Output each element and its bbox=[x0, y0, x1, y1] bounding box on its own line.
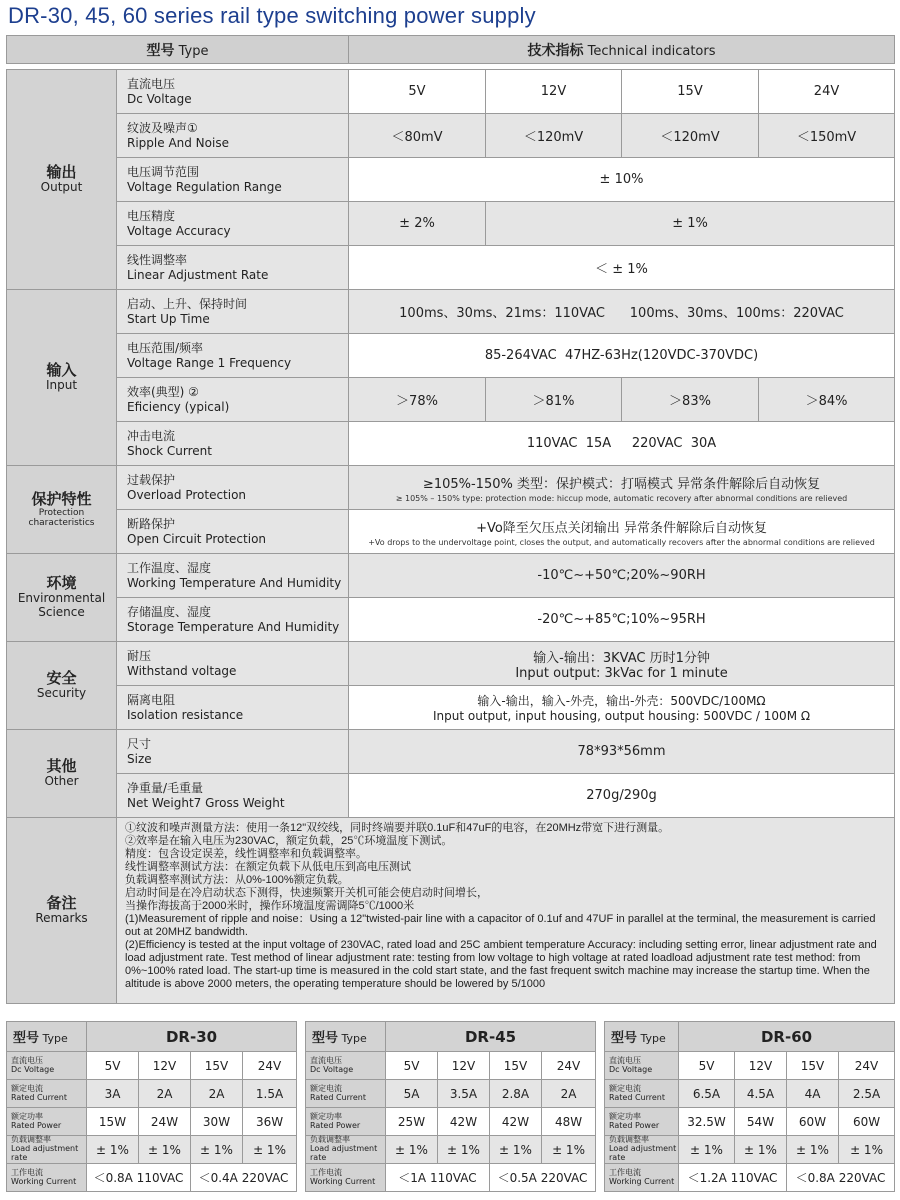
model-row bbox=[7, 1052, 297, 1080]
label-linear-adjustment: 线性调整率 Linear Adjustment Rate bbox=[117, 246, 349, 290]
row-voltage-regulation bbox=[7, 158, 895, 202]
table-cell: 额定电流 Rated Current bbox=[306, 1080, 386, 1108]
model-row bbox=[605, 1164, 895, 1192]
label-shock-current: 冲击电流 Shock Current bbox=[117, 422, 349, 466]
table-cell: 5V bbox=[679, 1052, 735, 1080]
label-weight: 净重量/毛重量 Net Weight7 Gross Weight bbox=[117, 774, 349, 818]
label-voltage-range: 电压范围/频率 Voltage Range 1 Frequency bbox=[117, 334, 349, 378]
table-cell: 工作电流 Working Current bbox=[306, 1164, 386, 1192]
label-withstand: 耐压 Withstand voltage bbox=[117, 642, 349, 686]
category-security: 安全 Security bbox=[7, 642, 117, 730]
value-cell: 15V bbox=[622, 70, 759, 114]
value-cell: ± 10% bbox=[349, 158, 895, 202]
table-cell: ± 1% bbox=[386, 1136, 438, 1164]
table-cell: 15V bbox=[490, 1052, 542, 1080]
tech-header: 技术指标 Technical indicators bbox=[349, 36, 895, 64]
model-row bbox=[605, 1052, 895, 1080]
table-cell: 直流电压 Dc Voltage bbox=[7, 1052, 87, 1080]
label-startup: 启动、上升、保持时间 Start Up Time bbox=[117, 290, 349, 334]
table-cell: 额定功率 Rated Power bbox=[7, 1108, 87, 1136]
row-isolation bbox=[7, 686, 895, 730]
model-table-dr30 bbox=[6, 1021, 297, 1192]
table-cell: 1.5A bbox=[243, 1080, 297, 1108]
model-name: DR-45 bbox=[386, 1022, 596, 1052]
model-row bbox=[7, 1136, 297, 1164]
table-cell: 32.5W bbox=[679, 1108, 735, 1136]
table-cell: ± 1% bbox=[490, 1136, 542, 1164]
value-cell: ± 1% bbox=[486, 202, 895, 246]
table-cell: 24W bbox=[139, 1108, 191, 1136]
table-cell: 54W bbox=[735, 1108, 787, 1136]
label-isolation: 隔离电阻 Isolation resistance bbox=[117, 686, 349, 730]
table-cell: 2A bbox=[191, 1080, 243, 1108]
value-cell: ＜120mV bbox=[622, 114, 759, 158]
table-cell: 3.5A bbox=[438, 1080, 490, 1108]
table-cell: 4A bbox=[787, 1080, 839, 1108]
table-cell: ± 1% bbox=[787, 1136, 839, 1164]
table-cell: ± 1% bbox=[243, 1136, 297, 1164]
model-row bbox=[605, 1136, 895, 1164]
table-cell: ± 1% bbox=[87, 1136, 139, 1164]
table-cell: 12V bbox=[735, 1052, 787, 1080]
table-cell: 负载调整率 Load adjustment rate bbox=[7, 1136, 87, 1164]
model-row bbox=[605, 1080, 895, 1108]
table-cell: ＜1A 110VAC bbox=[386, 1164, 490, 1192]
table-cell: 15V bbox=[191, 1052, 243, 1080]
row-open-circuit bbox=[7, 510, 895, 554]
category-output: 输出 Output bbox=[7, 70, 117, 290]
table-cell: 5A bbox=[386, 1080, 438, 1108]
table-cell: ＜1.2A 110VAC bbox=[679, 1164, 787, 1192]
table-cell: ± 1% bbox=[438, 1136, 490, 1164]
table-cell: 24V bbox=[542, 1052, 596, 1080]
row-storage-temp bbox=[7, 598, 895, 642]
spec-header-row bbox=[7, 36, 895, 64]
table-cell: 48W bbox=[542, 1108, 596, 1136]
table-cell: ± 1% bbox=[679, 1136, 735, 1164]
label-voltage-accuracy: 电压精度 Voltage Accuracy bbox=[117, 202, 349, 246]
row-withstand bbox=[7, 642, 895, 686]
model-row bbox=[7, 1164, 297, 1192]
category-environment: 环境 Environmental Science bbox=[7, 554, 117, 642]
row-overload bbox=[7, 466, 895, 510]
spec-table bbox=[6, 35, 895, 1004]
label-storage-temp: 存储温度、湿度 Storage Temperature And Humidity bbox=[117, 598, 349, 642]
table-cell: 4.5A bbox=[735, 1080, 787, 1108]
table-cell: 6.5A bbox=[679, 1080, 735, 1108]
table-cell: ＜0.8A 110VAC bbox=[87, 1164, 191, 1192]
table-cell: 工作电流 Working Current bbox=[7, 1164, 87, 1192]
table-cell: 负载调整率 Load adjustment rate bbox=[605, 1136, 679, 1164]
value-cell: 12V bbox=[486, 70, 622, 114]
table-cell: ± 1% bbox=[191, 1136, 243, 1164]
row-weight bbox=[7, 774, 895, 818]
row-size bbox=[7, 730, 895, 774]
table-cell: 12V bbox=[438, 1052, 490, 1080]
table-cell: 额定电流 Rated Current bbox=[7, 1080, 87, 1108]
table-cell: 30W bbox=[191, 1108, 243, 1136]
table-cell: 5V bbox=[87, 1052, 139, 1080]
table-cell: 额定电流 Rated Current bbox=[605, 1080, 679, 1108]
value-cell: 输入-输出，输入-外壳，输出-外壳：500VDC/100MΩ Input output, input housing, output housing: 500VDC / 100M Ω bbox=[349, 686, 895, 730]
table-cell: 2.8A bbox=[490, 1080, 542, 1108]
model-table-dr60 bbox=[604, 1021, 895, 1192]
type-header: 型号 Type bbox=[7, 36, 349, 64]
value-cell: ＜80mV bbox=[349, 114, 486, 158]
table-cell: ＜0.8A 220VAC bbox=[787, 1164, 895, 1192]
model-row bbox=[306, 1164, 596, 1192]
category-other: 其他 Other bbox=[7, 730, 117, 818]
category-protection: 保护特性 Protection characteristics bbox=[7, 466, 117, 554]
table-cell: ± 1% bbox=[839, 1136, 895, 1164]
table-cell: ± 1% bbox=[542, 1136, 596, 1164]
label-size: 尺寸 Size bbox=[117, 730, 349, 774]
row-linear-adjustment bbox=[7, 246, 895, 290]
value-cell: 270g/290g bbox=[349, 774, 895, 818]
label-overload: 过载保护 Overload Protection bbox=[117, 466, 349, 510]
model-row bbox=[306, 1108, 596, 1136]
label-working-temp: 工作温度、湿度 Working Temperature And Humidity bbox=[117, 554, 349, 598]
value-cell: -20℃~+85℃;10%~95RH bbox=[349, 598, 895, 642]
value-cell: ± 2% bbox=[349, 202, 486, 246]
model-table-dr45 bbox=[305, 1021, 596, 1192]
table-cell: 工作电流 Working Current bbox=[605, 1164, 679, 1192]
remarks-text: ①纹波和噪声测量方法：使用一条12"双绞线，同时终端要并联0.1uF和47uF的电容，在20MHz带宽下进行测量。 ②效率是在输入电压为230VAC，额定负载，25℃环境温度下测试。 精度：包含设定误差，线性调整率和负载调整率。 线性调整率测试方法：在额定负载下从低电压到高电压测试 负载调整率测试方法：从0%-100%额定负载。 启动时间是在冷启动状态下测得，快速频繁开关机可能会使启动时间增长， 当操作海拔高于2000米时，操作环境温度需调降5℃/1000米 (1)Measurement of ripple and noise：Using a 12"twisted-pair line with a capacitor of 0.1uf and 47UF in parallel at the terminal, the measurement is carried out at 20MHZ bandwidth. (2)Efficiency is tested at the input voltage of 230VAC, rated load and 25C ambient temperature Accuracy: including setting error, linear adjustment rate and load adjustment rate. Test method of linear adjustment rate: testing from low voltage to high voltage at rated loadload adjustment rate test method: from 0%~100% rated load. The start-up time is measured in the cold start state, and the fast frequent switch machine may increase the startup time. When the altitude is above 2000 meters, the operating temperature should be lowered by 5/1000 bbox=[117, 818, 895, 1004]
value-cell: 24V bbox=[759, 70, 895, 114]
model-type-label: 型号 Type bbox=[306, 1022, 386, 1052]
table-cell: 直流电压 Dc Voltage bbox=[306, 1052, 386, 1080]
table-cell: 12V bbox=[139, 1052, 191, 1080]
table-cell: 额定功率 Rated Power bbox=[605, 1108, 679, 1136]
model-row bbox=[306, 1136, 596, 1164]
model-row bbox=[605, 1108, 895, 1136]
value-cell: 110VAC 15A 220VAC 30A bbox=[349, 422, 895, 466]
table-cell: 15W bbox=[87, 1108, 139, 1136]
value-cell: 输入-输出：3KVAC 历时1分钟 Input output: 3kVac for 1 minute bbox=[349, 642, 895, 686]
table-cell: 3A bbox=[87, 1080, 139, 1108]
model-row bbox=[306, 1052, 596, 1080]
row-working-temp bbox=[7, 554, 895, 598]
row-dc-voltage bbox=[7, 70, 895, 114]
table-cell: 15V bbox=[787, 1052, 839, 1080]
value-cell: 78*93*56mm bbox=[349, 730, 895, 774]
table-cell: ＜0.4A 220VAC bbox=[191, 1164, 297, 1192]
value-cell: ＜ ± 1% bbox=[349, 246, 895, 290]
value-cell: +Vo降至欠压点关闭输出 异常条件解除后自动恢复 +Vo drops to the undervoltage point, closes the output, and automatically recovers after the abnormal conditions are relieved bbox=[349, 510, 895, 554]
row-efficiency bbox=[7, 378, 895, 422]
label-ripple: 纹波及噪声① Ripple And Noise bbox=[117, 114, 349, 158]
label-efficiency: 效率(典型) ② Eficiency (ypical) bbox=[117, 378, 349, 422]
table-cell: 额定功率 Rated Power bbox=[306, 1108, 386, 1136]
category-remarks: 备注 Remarks bbox=[7, 818, 117, 1004]
table-cell: 60W bbox=[839, 1108, 895, 1136]
row-remarks bbox=[7, 818, 895, 1004]
table-cell: 5V bbox=[386, 1052, 438, 1080]
table-cell: ± 1% bbox=[735, 1136, 787, 1164]
table-cell: 直流电压 Dc Voltage bbox=[605, 1052, 679, 1080]
category-input: 输入 Input bbox=[7, 290, 117, 466]
table-cell: 36W bbox=[243, 1108, 297, 1136]
row-ripple bbox=[7, 114, 895, 158]
table-cell: 2A bbox=[139, 1080, 191, 1108]
label-voltage-regulation: 电压调节范围 Voltage Regulation Range bbox=[117, 158, 349, 202]
row-voltage-accuracy bbox=[7, 202, 895, 246]
model-name: DR-30 bbox=[87, 1022, 297, 1052]
row-voltage-range bbox=[7, 334, 895, 378]
table-cell: 24V bbox=[243, 1052, 297, 1080]
table-cell: 2.5A bbox=[839, 1080, 895, 1108]
model-row bbox=[7, 1080, 297, 1108]
model-row bbox=[7, 1108, 297, 1136]
model-type-label: 型号 Type bbox=[605, 1022, 679, 1052]
table-cell: 42W bbox=[438, 1108, 490, 1136]
label-open-circuit: 断路保护 Open Circuit Protection bbox=[117, 510, 349, 554]
value-cell: ＞78% bbox=[349, 378, 486, 422]
table-cell: 2A bbox=[542, 1080, 596, 1108]
table-cell: 负载调整率 Load adjustment rate bbox=[306, 1136, 386, 1164]
value-cell: ＞83% bbox=[622, 378, 759, 422]
model-name: DR-60 bbox=[679, 1022, 895, 1052]
value-cell: ＞81% bbox=[486, 378, 622, 422]
value-cell: 85-264VAC 47HZ-63Hz(120VDC-370VDC) bbox=[349, 334, 895, 378]
value-cell: ＞84% bbox=[759, 378, 895, 422]
table-cell: 25W bbox=[386, 1108, 438, 1136]
table-cell: 60W bbox=[787, 1108, 839, 1136]
value-cell: ≥105%-150% 类型：保护模式：打嗝模式 异常条件解除后自动恢复 ≥ 105% – 150% type: protection mode: hiccup mode, automatic recovery after abnormal conditions are relieved bbox=[349, 466, 895, 510]
table-cell: 42W bbox=[490, 1108, 542, 1136]
model-type-label: 型号 Type bbox=[7, 1022, 87, 1052]
value-cell: -10℃~+50℃;20%~90RH bbox=[349, 554, 895, 598]
table-cell: 24V bbox=[839, 1052, 895, 1080]
value-cell: 100ms、30ms、21ms：110VAC 100ms、30ms、100ms：220VAC bbox=[349, 290, 895, 334]
value-cell: ＜150mV bbox=[759, 114, 895, 158]
page-title: DR-30, 45, 60 series rail type switching power supply bbox=[8, 3, 536, 28]
model-row bbox=[306, 1080, 596, 1108]
row-startup bbox=[7, 290, 895, 334]
label-dc-voltage: 直流电压 Dc Voltage bbox=[117, 70, 349, 114]
value-cell: 5V bbox=[349, 70, 486, 114]
row-shock-current bbox=[7, 422, 895, 466]
table-cell: ＜0.5A 220VAC bbox=[490, 1164, 596, 1192]
value-cell: ＜120mV bbox=[486, 114, 622, 158]
table-cell: ± 1% bbox=[139, 1136, 191, 1164]
